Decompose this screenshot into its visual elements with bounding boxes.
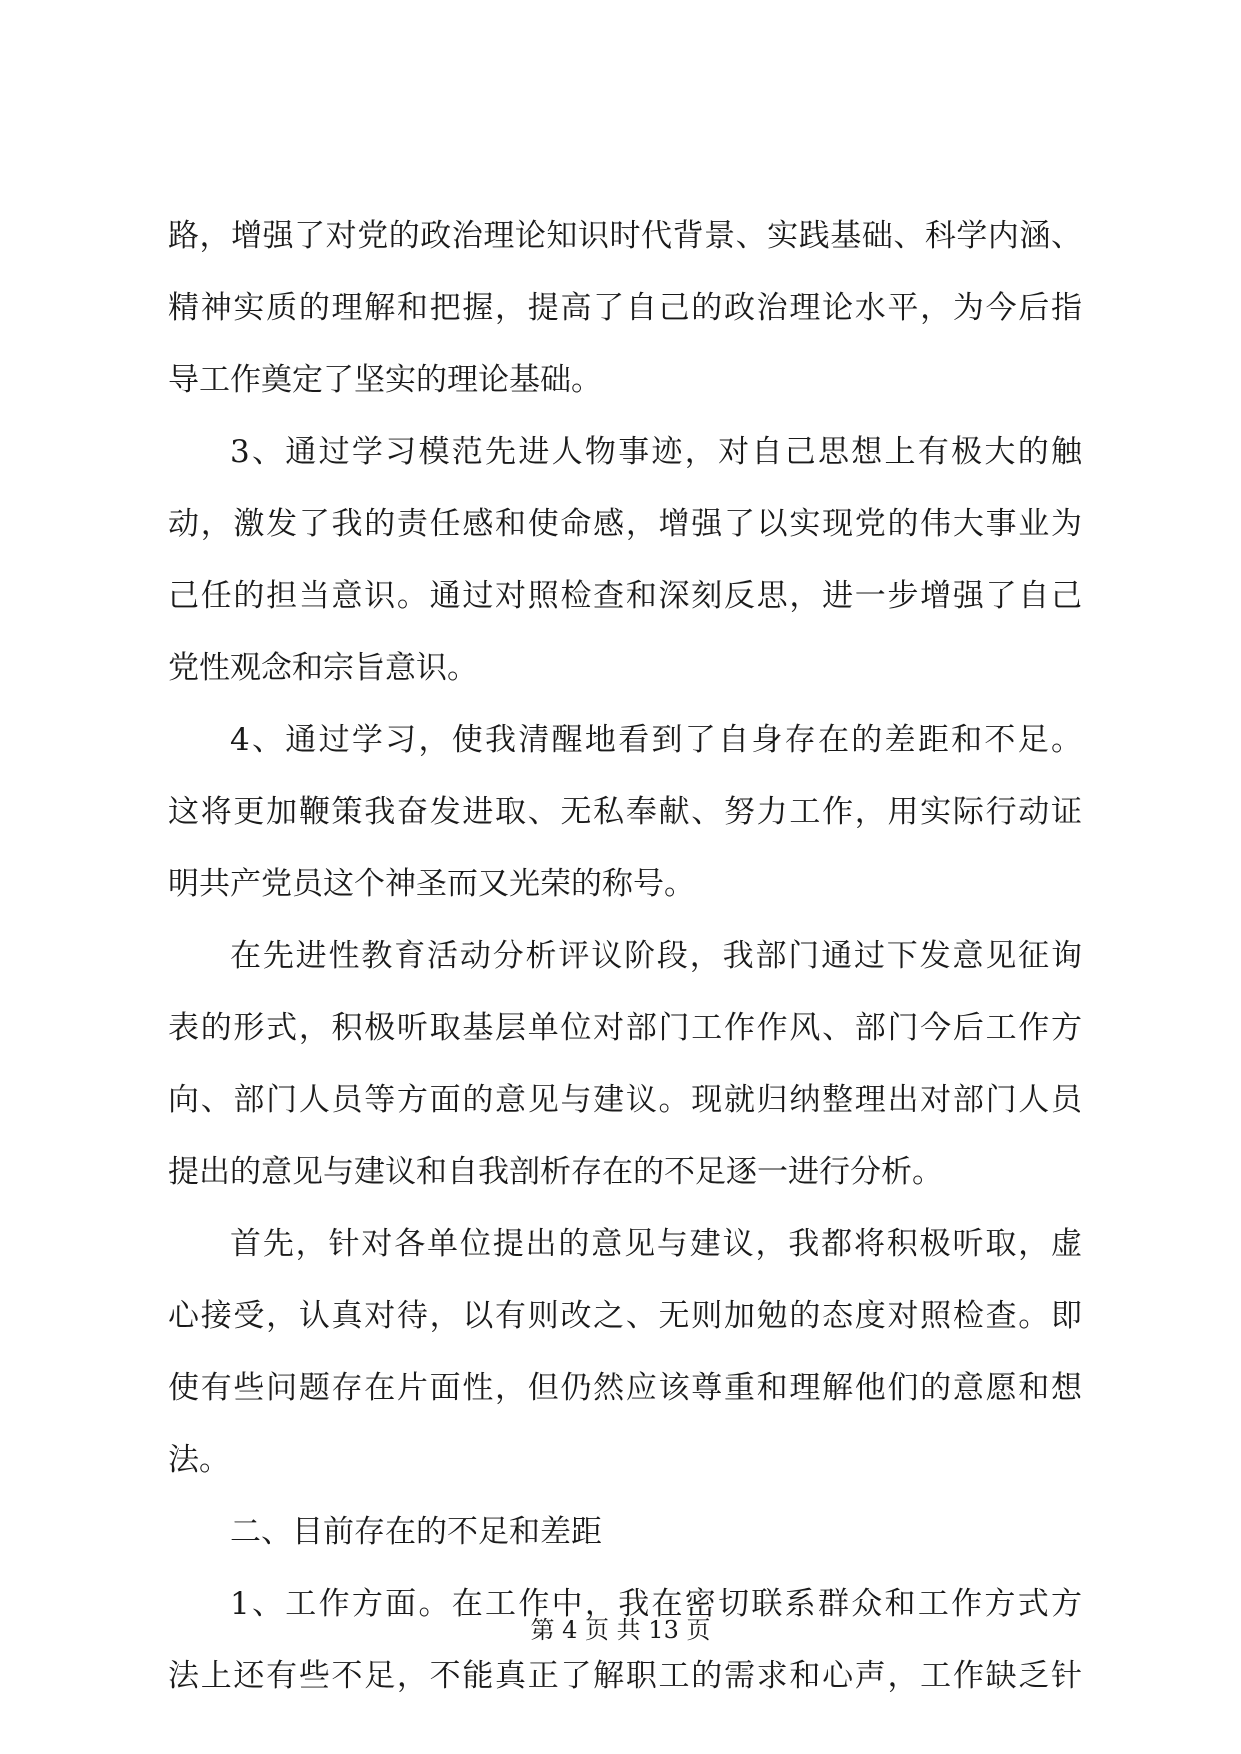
text-line: 表的形式，积极听取基层单位对部门工作作风、部门今后工作方 <box>168 1010 1082 1046</box>
page-footer: 第 4 页 共 13 页 <box>530 1616 711 1644</box>
text-line: 明共产党员这个神圣而又光荣的称号。 <box>168 866 695 902</box>
text-line: 路，增强了对党的政治理论知识时代背景、实践基础、科学内涵、 <box>168 218 1082 254</box>
text-line: 法。 <box>168 1442 230 1478</box>
text-line: 心接受，认真对待，以有则改之、无则加勉的态度对照检查。即 <box>168 1298 1082 1334</box>
body-text <box>168 200 1082 1712</box>
text-line: 导工作奠定了坚实的理论基础。 <box>168 362 602 398</box>
text-line: 提出的意见与建议和自我剖析存在的不足逐一进行分析。 <box>168 1154 943 1190</box>
text-line: 己任的担当意识。通过对照检查和深刻反思，进一步增强了自己 <box>168 578 1082 614</box>
text-line: 精神实质的理解和把握，提高了自己的政治理论水平，为今后指 <box>168 290 1082 326</box>
text-line: 使有些问题存在片面性，但仍然应该尊重和理解他们的意愿和想 <box>168 1370 1082 1406</box>
text-line: 党性观念和宗旨意识。 <box>168 650 478 686</box>
text-line: 向、部门人员等方面的意见与建议。现就归纳整理出对部门人员 <box>168 1082 1082 1118</box>
text-line: 在先进性教育活动分析评议阶段，我部门通过下发意见征询 <box>230 938 1082 974</box>
text-line: 首先，针对各单位提出的意见与建议，我都将积极听取，虚 <box>230 1226 1082 1262</box>
text-line: 法上还有些不足，不能真正了解职工的需求和心声，工作缺乏针 <box>168 1658 1082 1694</box>
section-heading: 二、目前存在的不足和差距 <box>230 1514 602 1550</box>
text-line: 1、工作方面。在工作中，我在密切联系群众和工作方式方 <box>230 1586 1082 1622</box>
text-line: 动，激发了我的责任感和使命感，增强了以实现党的伟大事业为 <box>168 506 1082 542</box>
text-line: 3、通过学习模范先进人物事迹，对自己思想上有极大的触 <box>230 434 1082 470</box>
text-line: 4、通过学习，使我清醒地看到了自身存在的差距和不足。 <box>230 722 1082 758</box>
text-line: 这将更加鞭策我奋发进取、无私奉献、努力工作，用实际行动证 <box>168 794 1082 830</box>
